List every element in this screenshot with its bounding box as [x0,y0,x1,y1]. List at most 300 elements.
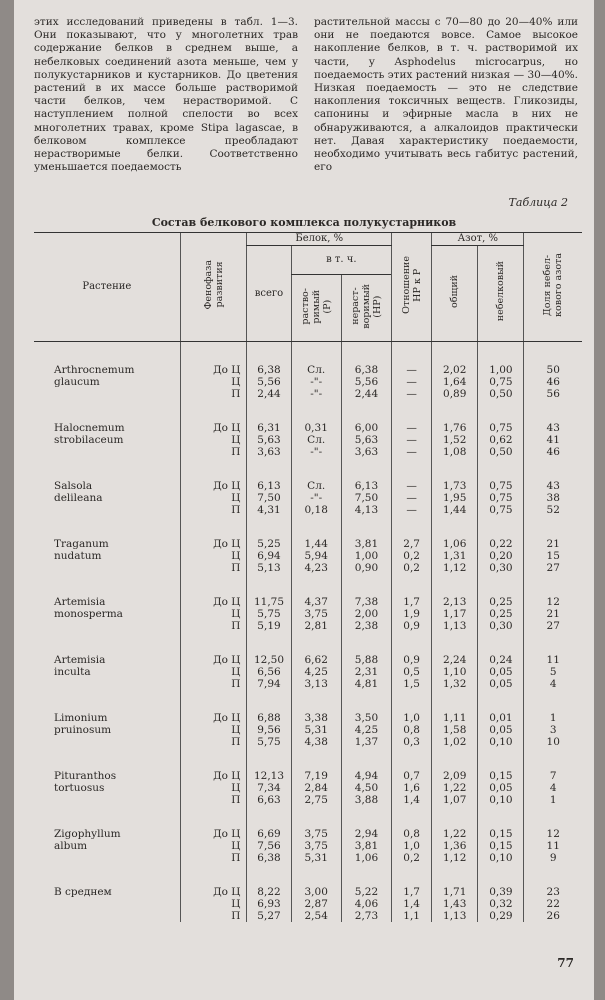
cell-nnp: 0,25 [478,608,524,620]
cell-insol: 3,81 [341,538,391,550]
cell-total: 6,38 [247,364,291,376]
table-row [34,562,582,574]
table-row [34,480,582,492]
cell-share: 1 [524,712,582,724]
cell-insol: 1,37 [341,736,391,748]
cell-nnp: 0,50 [478,446,524,458]
cell-ratio: — [392,492,432,504]
cell-share: 43 [524,480,582,492]
plant-name: Salsola [54,480,93,492]
right-column [314,16,578,174]
cell-ratio: — [392,388,432,400]
cell-ntot: 1,58 [432,724,478,736]
cell-nnp: 0,50 [478,388,524,400]
page-number: 77 [557,956,574,970]
plant-name: strobilaceum [54,434,124,446]
cell-ratio: 0,7 [392,770,432,782]
cell-sol: 6,62 [291,654,341,666]
table-body [34,342,582,923]
cell-ratio: — [392,422,432,434]
cell-phase: До Ц [180,770,247,782]
plant-name: Artemisia [54,596,106,608]
table-row [34,364,582,376]
table-row [34,666,582,678]
cell-sol: 2,84 [291,782,341,794]
cell-insol: 3,50 [341,712,391,724]
cell-sol: Сл. [291,364,341,376]
header-phase-cell [180,233,247,342]
cell-ntot: 0,89 [432,388,478,400]
cell-share: 22 [524,898,582,910]
cell-total: 6,31 [247,422,291,434]
cell-nnp: 0,75 [478,504,524,516]
cell-phase: П [180,620,247,632]
cell-nnp: 0,75 [478,422,524,434]
cell-phase: До Ц [180,828,247,840]
table-row [34,654,582,666]
row-gap [34,806,582,828]
cell-sol: 3,75 [291,608,341,620]
cell-ratio: 0,8 [392,724,432,736]
cell-share: 10 [524,736,582,748]
plant-name: pruinosum [54,724,112,736]
cell-nnp: 0,15 [478,770,524,782]
cell-sol: 4,38 [291,736,341,748]
cell-phase: До Ц [180,364,247,376]
table-row [34,678,582,690]
cell-phase: Ц [180,608,247,620]
empty-cell [34,446,180,458]
cell-share: 5 [524,666,582,678]
cell-total: 5,13 [247,562,291,574]
cell-share: 56 [524,388,582,400]
cell-share: 1 [524,794,582,806]
cell-ntot: 1,12 [432,852,478,864]
header-protein: Белок, % [247,233,392,246]
header-n-total-cell [432,246,478,342]
cell-nnp: 0,22 [478,538,524,550]
cell-ratio: — [392,364,432,376]
cell-share: 46 [524,446,582,458]
plant-name: Zigophyllum [54,828,121,840]
cell-insol: 2,73 [341,910,391,922]
cell-nnp: 0,39 [478,886,524,898]
table-row [34,596,582,608]
header-share-cell [524,233,582,342]
table-row [34,538,582,550]
cell-sol: 4,25 [291,666,341,678]
table-row [34,712,582,724]
header-soluble: раство- римый (Р) [299,287,333,325]
cell-ratio: 0,8 [392,828,432,840]
cell-phase: П [180,736,247,748]
header-nitrogen: Азот, % [432,233,524,246]
book-page [14,0,594,1000]
table-row [34,388,582,400]
table-row [34,724,582,736]
plant-name: delileana [54,492,103,504]
table-row [34,620,582,632]
cell-insol: 2,44 [341,388,391,400]
cell-total: 11,75 [247,596,291,608]
plant-name: glaucum [54,376,100,388]
cell-nnp: 0,15 [478,828,524,840]
cell-share: 38 [524,492,582,504]
cell-sol: Сл. [291,480,341,492]
table-title: Состав белкового комплекса полукустарников [151,216,457,229]
cell-total: 7,34 [247,782,291,794]
cell-nnp: 0,30 [478,620,524,632]
cell-ntot: 1,12 [432,562,478,574]
cell-nnp: 0,01 [478,712,524,724]
cell-phase: До Ц [180,596,247,608]
cell-ratio: 1,4 [392,898,432,910]
cell-phase: До Ц [180,422,247,434]
cell-sol: -"- [291,388,341,400]
cell-ntot: 1,52 [432,434,478,446]
cell-phase: До Ц [180,654,247,666]
cell-sol: 2,81 [291,620,341,632]
plant-name: nudatum [54,550,102,562]
cell-nnp: 0,29 [478,910,524,922]
cell-sol: -"- [291,376,341,388]
cell-phase: Ц [180,434,247,446]
cell-ratio: 1,5 [392,678,432,690]
table-row [34,770,582,782]
cell-share: 12 [524,596,582,608]
table-row [34,492,582,504]
cell-ratio: 1,1 [392,910,432,922]
cell-nnp: 0,20 [478,550,524,562]
table-row [34,446,582,458]
cell-sol: -"- [291,492,341,504]
cell-phase: П [180,446,247,458]
cell-total: 5,75 [247,736,291,748]
empty-cell [34,562,180,574]
cell-insol: 1,06 [341,852,391,864]
cell-total: 4,31 [247,504,291,516]
cell-insol: 7,50 [341,492,391,504]
cell-ratio: 0,3 [392,736,432,748]
cell-ntot: 1,44 [432,504,478,516]
plant-name: tortuosus [54,782,105,794]
cell-sol: 5,31 [291,852,341,864]
cell-share: 27 [524,562,582,574]
table-row [34,608,582,620]
cell-total: 6,69 [247,828,291,840]
cell-phase: Ц [180,492,247,504]
cell-insol: 2,31 [341,666,391,678]
cell-total: 12,13 [247,770,291,782]
header-phase: Фенофаза развития [202,260,225,310]
header-ratio-cell [392,233,432,342]
plant-name: inculta [54,666,91,678]
cell-total: 6,56 [247,666,291,678]
cell-total: 7,50 [247,492,291,504]
cell-ratio: 0,5 [392,666,432,678]
cell-ntot: 1,64 [432,376,478,388]
table-row [34,794,582,806]
header-n-total: общий [449,275,461,308]
cell-share: 21 [524,538,582,550]
cell-insol: 1,00 [341,550,391,562]
cell-insol: 4,50 [341,782,391,794]
cell-insol: 6,38 [341,364,391,376]
cell-nnp: 1,00 [478,364,524,376]
plant-name: Halocnemum [54,422,125,434]
cell-ratio: 1,7 [392,596,432,608]
cell-ratio: 0,2 [392,562,432,574]
cell-ntot: 1,06 [432,538,478,550]
empty-cell [34,504,180,516]
cell-total: 6,88 [247,712,291,724]
cell-sol: 2,54 [291,910,341,922]
cell-nnp: 0,05 [478,724,524,736]
cell-sol: Сл. [291,434,341,446]
plant-name: Arthrocnemum [54,364,135,376]
cell-total: 5,19 [247,620,291,632]
cell-nnp: 0,75 [478,480,524,492]
table-row [34,828,582,840]
cell-insol: 2,94 [341,828,391,840]
plant-name: В среднем [54,886,112,898]
header-share: Доля небел- кового азота [542,253,565,317]
cell-sol: 5,94 [291,550,341,562]
empty-cell [34,910,180,922]
left-column [34,16,298,174]
empty-cell [34,678,180,690]
plant-name: monosperma [54,608,123,620]
cell-insol: 4,06 [341,898,391,910]
cell-ntot: 2,13 [432,596,478,608]
cell-ntot: 1,13 [432,910,478,922]
table-row [34,898,582,910]
cell-ntot: 2,09 [432,770,478,782]
row-gap [34,458,582,480]
cell-phase: До Ц [180,480,247,492]
table-row [34,852,582,864]
cell-nnp: 0,75 [478,376,524,388]
cell-sol: 4,37 [291,596,341,608]
cell-phase: Ц [180,898,247,910]
cell-phase: П [180,388,247,400]
cell-sol: 3,75 [291,840,341,852]
cell-ntot: 1,22 [432,782,478,794]
cell-nnp: 0,15 [478,840,524,852]
cell-total: 8,22 [247,886,291,898]
cell-share: 52 [524,504,582,516]
plant-name: Pituranthos [54,770,117,782]
cell-insol: 6,13 [341,480,391,492]
cell-sol: 2,87 [291,898,341,910]
cell-insol: 3,81 [341,840,391,852]
header-total: всего [247,246,291,342]
cell-sol: 2,75 [291,794,341,806]
cell-share: 15 [524,550,582,562]
cell-ratio: 0,2 [392,852,432,864]
cell-total: 9,56 [247,724,291,736]
header-n-nonprot: небелковый [495,261,507,322]
cell-total: 6,63 [247,794,291,806]
cell-ntot: 1,17 [432,608,478,620]
cell-phase: До Ц [180,886,247,898]
header-n-nonprot-cell [478,246,524,342]
cell-nnp: 0,10 [478,852,524,864]
cell-ratio: 1,9 [392,608,432,620]
table-number: Таблица 2 [508,196,568,209]
cell-ntot: 1,22 [432,828,478,840]
cell-share: 41 [524,434,582,446]
cell-sol: 3,13 [291,678,341,690]
cell-ntot: 1,73 [432,480,478,492]
cell-ntot: 1,02 [432,736,478,748]
cell-sol: 7,19 [291,770,341,782]
cell-phase: П [180,910,247,922]
cell-ratio: 1,0 [392,840,432,852]
cell-total: 5,63 [247,434,291,446]
cell-total: 5,75 [247,608,291,620]
cell-total: 2,44 [247,388,291,400]
cell-ratio: — [392,446,432,458]
cell-total: 6,13 [247,480,291,492]
cell-ntot: 2,02 [432,364,478,376]
cell-nnp: 0,10 [478,736,524,748]
table-row [34,504,582,516]
cell-ratio: 1,0 [392,712,432,724]
cell-ratio: 1,6 [392,782,432,794]
cell-share: 11 [524,840,582,852]
cell-share: 9 [524,852,582,864]
cell-total: 7,94 [247,678,291,690]
cell-nnp: 0,25 [478,596,524,608]
row-gap [34,400,582,422]
cell-sol: 0,31 [291,422,341,434]
cell-ntot: 1,31 [432,550,478,562]
cell-insol: 0,90 [341,562,391,574]
table-row [34,782,582,794]
cell-ratio: 1,4 [392,794,432,806]
plant-name: album [54,840,88,852]
table-row [34,840,582,852]
cell-total: 6,94 [247,550,291,562]
cell-ntot: 1,10 [432,666,478,678]
cell-ntot: 1,36 [432,840,478,852]
cell-ntot: 1,76 [432,422,478,434]
cell-share: 46 [524,376,582,388]
cell-sol: 3,38 [291,712,341,724]
right-paragraph: растительной массы с 70—80 до 20—40% или они не поедаются вовсе. Самое высокое накопление белков, в т. ч. растворимой их части, у Asphodelus microcarpus, но поедаемость этих растений низкая — 30—40%. Низкая поедаемость — это не следствие накопления токсичных веществ. Гликозиды, сапонины и эфирные масла в них не обнаруживаются, а алкалоидов практически нет. Давая характеристику поедаемости, необходимо учитывать весь габитус растений, его [314,16,578,174]
header-insoluble-cell [341,275,391,342]
cell-share: 3 [524,724,582,736]
cell-phase: Ц [180,550,247,562]
empty-cell [34,898,180,910]
cell-ratio: — [392,504,432,516]
cell-ntot: 1,11 [432,712,478,724]
row-gap [34,690,582,712]
cell-nnp: 0,32 [478,898,524,910]
cell-insol: 5,88 [341,654,391,666]
cell-insol: 5,63 [341,434,391,446]
plant-name: Traganum [54,538,109,550]
cell-ntot: 2,24 [432,654,478,666]
cell-total: 3,63 [247,446,291,458]
cell-share: 7 [524,770,582,782]
empty-cell [34,620,180,632]
row-gap [34,574,582,596]
cell-phase: Ц [180,782,247,794]
table-row [34,376,582,388]
cell-total: 5,25 [247,538,291,550]
table-row [34,422,582,434]
cell-total: 6,38 [247,852,291,864]
cell-sol: 0,18 [291,504,341,516]
cell-sol: 3,00 [291,886,341,898]
left-paragraph: этих исследований приведены в табл. 1—3. Они показывают, что у многолетних трав содержание белков в среднем выше, а небелковых соединений азота меньше, чем у полукустарников и кустарников. До цветения растений в их массе больше растворимой части белков, чем нерастворимой. С наступлением полной спелости во всех многолетних травах, кроме Stipa lagascae, в белковом комплексе преобладают нерастворимые белки. Соответственно уменьшается поедаемость [34,16,298,174]
cell-insol: 6,00 [341,422,391,434]
empty-cell [34,794,180,806]
cell-sol: -"- [291,446,341,458]
cell-insol: 3,88 [341,794,391,806]
cell-total: 7,56 [247,840,291,852]
cell-nnp: 0,10 [478,794,524,806]
cell-ntot: 1,08 [432,446,478,458]
cell-sol: 4,23 [291,562,341,574]
cell-phase: До Ц [180,712,247,724]
cell-phase: Ц [180,376,247,388]
cell-ratio: — [392,434,432,446]
cell-insol: 4,25 [341,724,391,736]
cell-share: 50 [524,364,582,376]
cell-ntot: 1,32 [432,678,478,690]
empty-cell [34,388,180,400]
header-soluble-cell [291,275,341,342]
cell-phase: Ц [180,840,247,852]
cell-phase: П [180,562,247,574]
cell-insol: 5,56 [341,376,391,388]
header-insoluble: нераст- воримый (НР) [349,283,383,329]
cell-total: 12,50 [247,654,291,666]
cell-phase: П [180,794,247,806]
cell-sol: 3,75 [291,828,341,840]
cell-insol: 4,13 [341,504,391,516]
text-columns [34,16,578,174]
cell-nnp: 0,05 [478,678,524,690]
cell-ntot: 1,95 [432,492,478,504]
header-plant: Растение [34,233,180,342]
cell-insol: 2,00 [341,608,391,620]
cell-insol: 4,81 [341,678,391,690]
cell-nnp: 0,24 [478,654,524,666]
row-gap [34,632,582,654]
cell-phase: До Ц [180,538,247,550]
cell-sol: 5,31 [291,724,341,736]
cell-phase: П [180,852,247,864]
cell-phase: П [180,678,247,690]
header-ratio: Отношение НР к Р [400,256,423,314]
cell-ntot: 1,13 [432,620,478,632]
protein-table [34,232,582,922]
cell-share: 21 [524,608,582,620]
cell-total: 5,27 [247,910,291,922]
cell-nnp: 0,62 [478,434,524,446]
plant-name: Artemisia [54,654,106,666]
cell-total: 5,56 [247,376,291,388]
cell-ratio: — [392,376,432,388]
cell-insol: 4,94 [341,770,391,782]
cell-ratio: 1,7 [392,886,432,898]
cell-share: 12 [524,828,582,840]
table-row [34,886,582,898]
